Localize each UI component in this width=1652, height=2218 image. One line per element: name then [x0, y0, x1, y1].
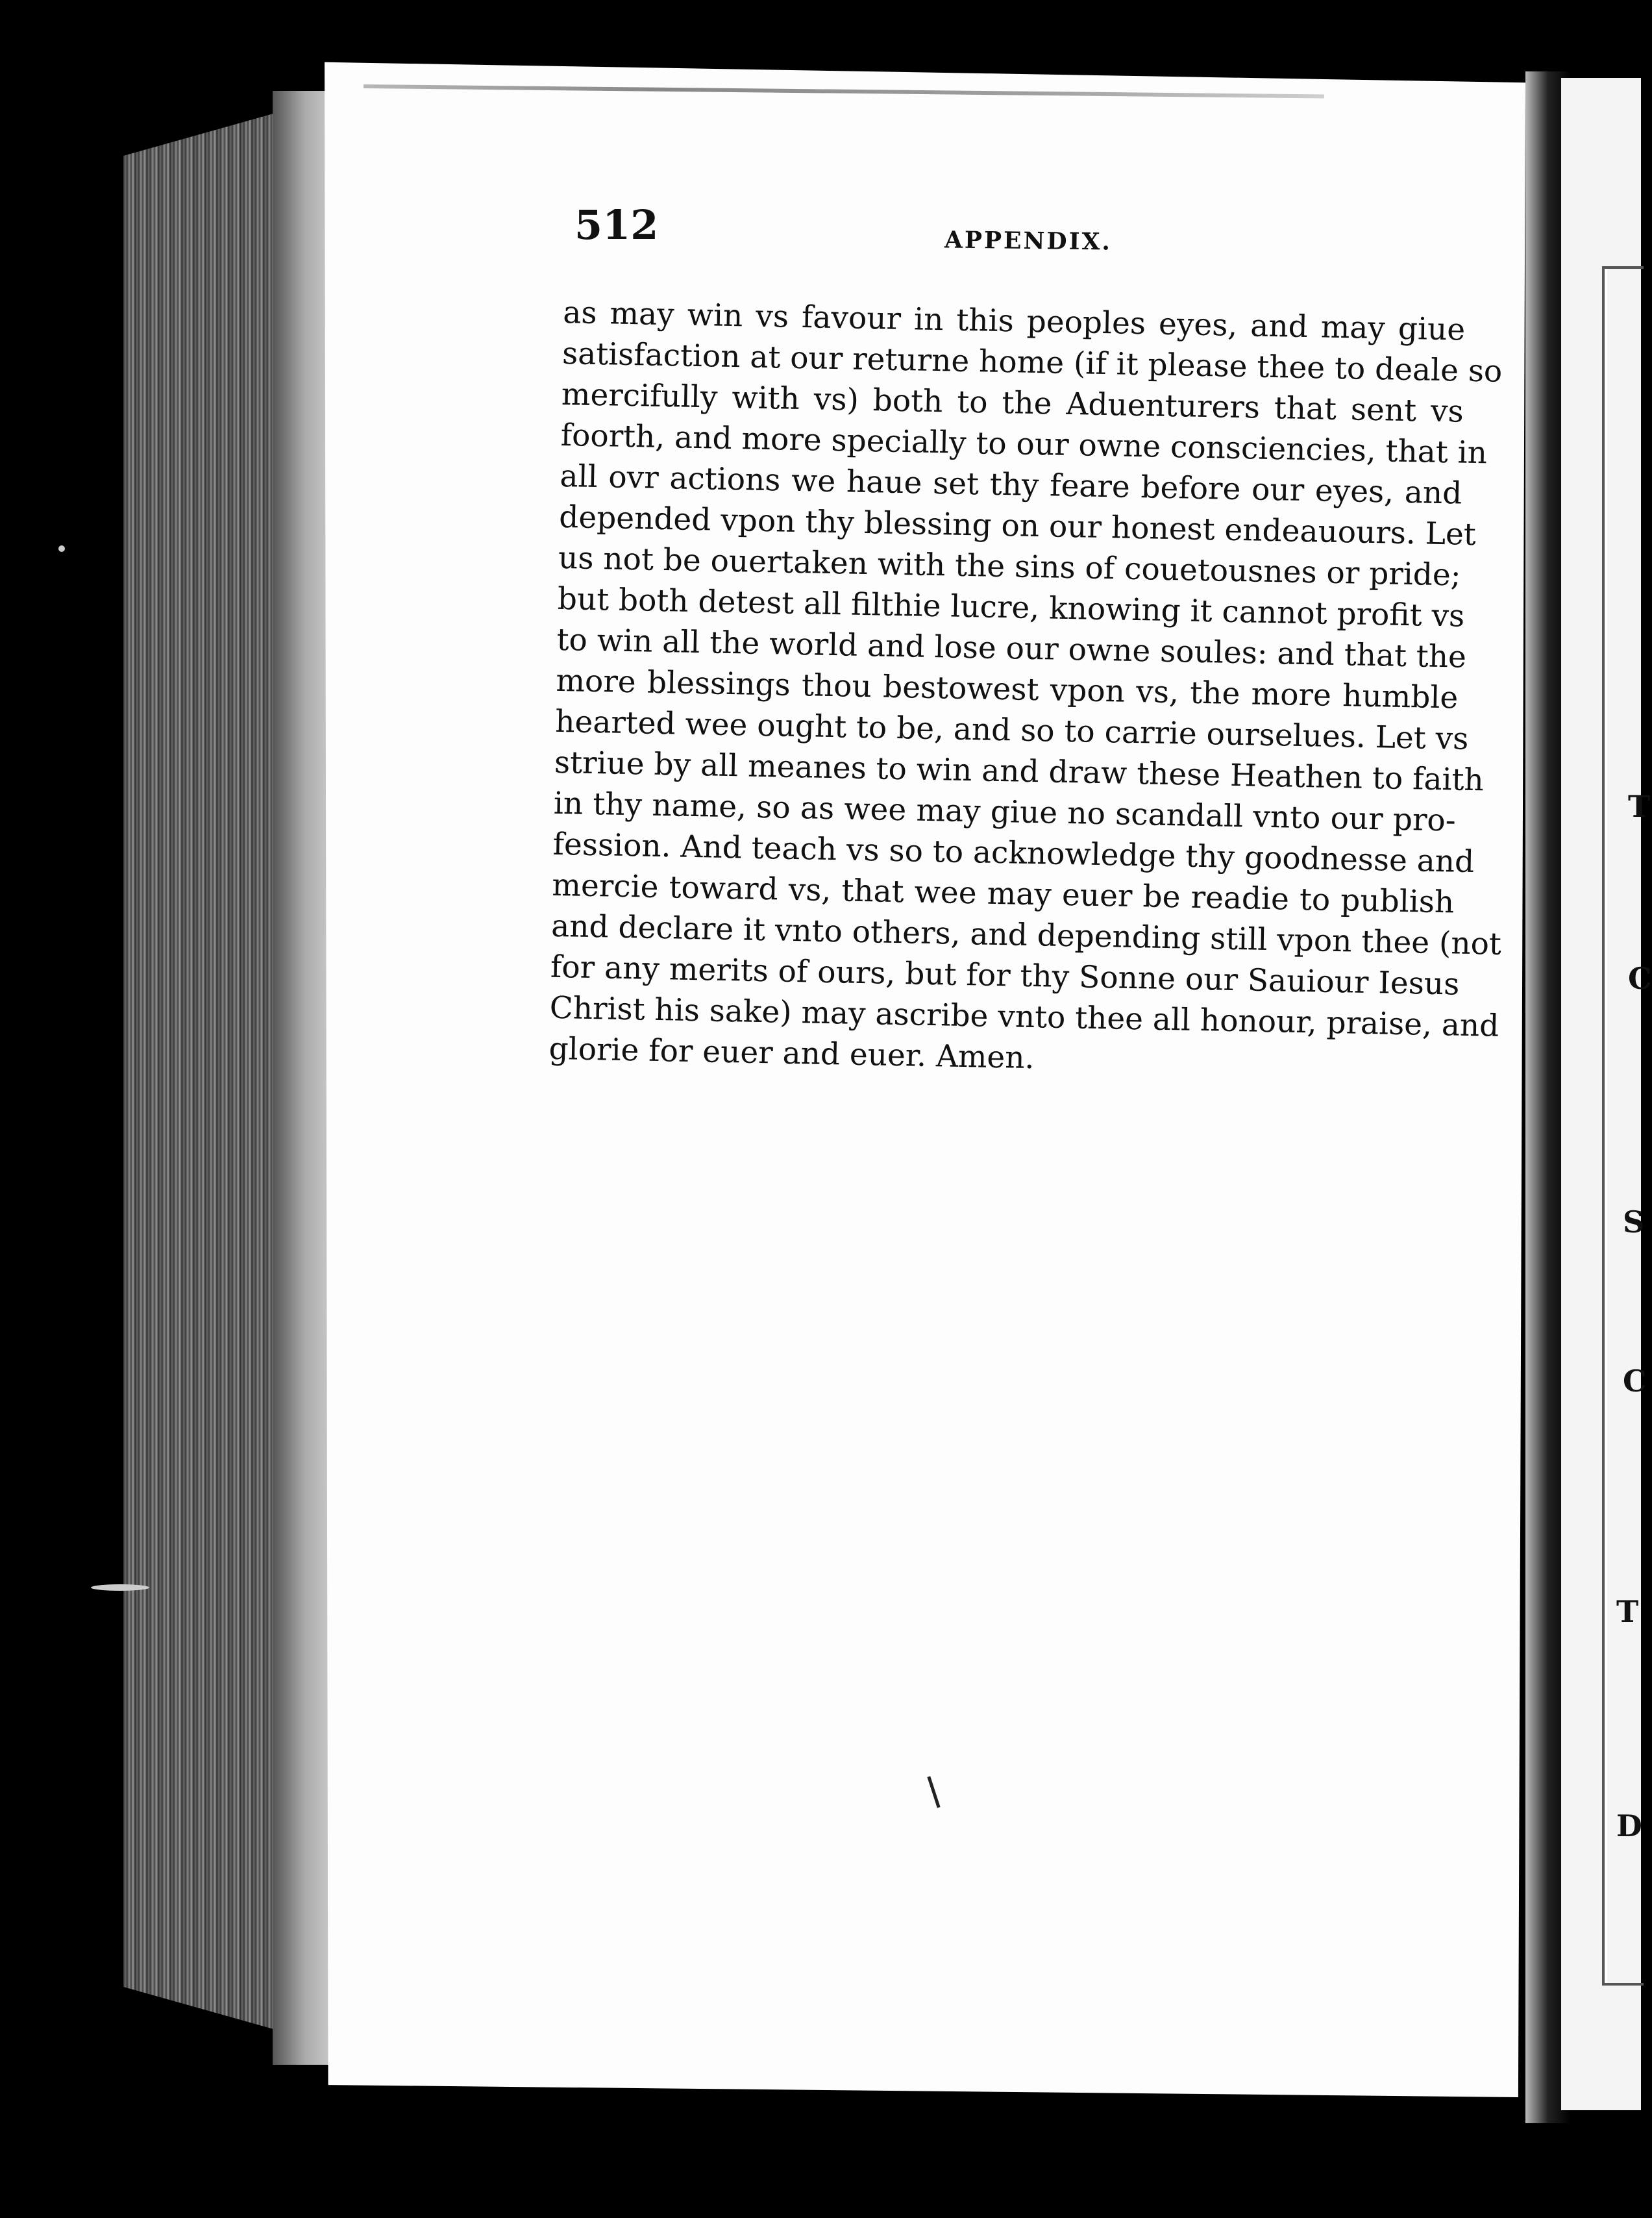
text-line: for any merits of ours, but for thy Sonne our Sauiour Iesus [550, 949, 1460, 1003]
text-line: all ovr actions we haue set thy feare before our eyes, and [560, 458, 1462, 512]
text-line: us not be ouertaken with the sins of couetousnes or pride; [558, 540, 1462, 593]
text-line: and declare it vnto others, and depending still vpon thee (not [550, 908, 1502, 962]
text-line: mercifully with vs) both to the Aduenturers that sent vs [561, 376, 1464, 430]
text-line: foorth, and more specially to our owne consciencies, that in [560, 417, 1488, 471]
text-line: fession. And teach vs so to acknowledge thy goodnesse and [552, 826, 1475, 880]
text-line: to win all the world and lose our owne soules: and that the [556, 621, 1467, 675]
scan-speck [91, 1584, 149, 1591]
text-line: depended vpon thy blessing on our honest endeauours. Let [558, 499, 1477, 553]
opposite-page-letter: T [1628, 789, 1651, 824]
scan-speck [58, 545, 65, 552]
opposite-page-frame [1602, 266, 1644, 1986]
text-line: more blessings thou bestowest vpon vs, the more humble [555, 662, 1459, 716]
body-text [549, 292, 1503, 1087]
running-head: APPENDIX. [944, 226, 1113, 256]
text-line: mercie toward vs, that wee may euer be readie to publish [551, 867, 1455, 921]
text-line: in thy name, so as wee may giue no scandall vnto our pro- [553, 785, 1457, 839]
text-line: striue by all meanes to win and draw these Heathen to faith [554, 744, 1485, 799]
opposite-page-letter: T [1616, 1594, 1639, 1629]
opposite-page-letter: S [1623, 1204, 1645, 1240]
opposite-page-letter: D [1616, 1808, 1642, 1843]
text-line: but both detest all filthie lucre, knowing it cannot profit vs [557, 580, 1465, 634]
text-line: Christ his sake) may ascribe vnto thee all honour, praise, and [549, 990, 1499, 1044]
text-line: satisfaction at our returne home (if it please thee to deale so [561, 335, 1503, 390]
opposite-page-letter: C [1628, 961, 1652, 996]
text-line: as may win vs favour in this peoples eyes, and may giue [562, 294, 1466, 348]
text-line: hearted wee ought to be, and so to carrie ourselues. Let vs [554, 703, 1469, 757]
opposite-page-letter: C [1623, 1364, 1647, 1399]
page-number: 512 [574, 201, 659, 249]
text-line: glorie for euer and euer. Amen. [549, 1030, 1035, 1077]
